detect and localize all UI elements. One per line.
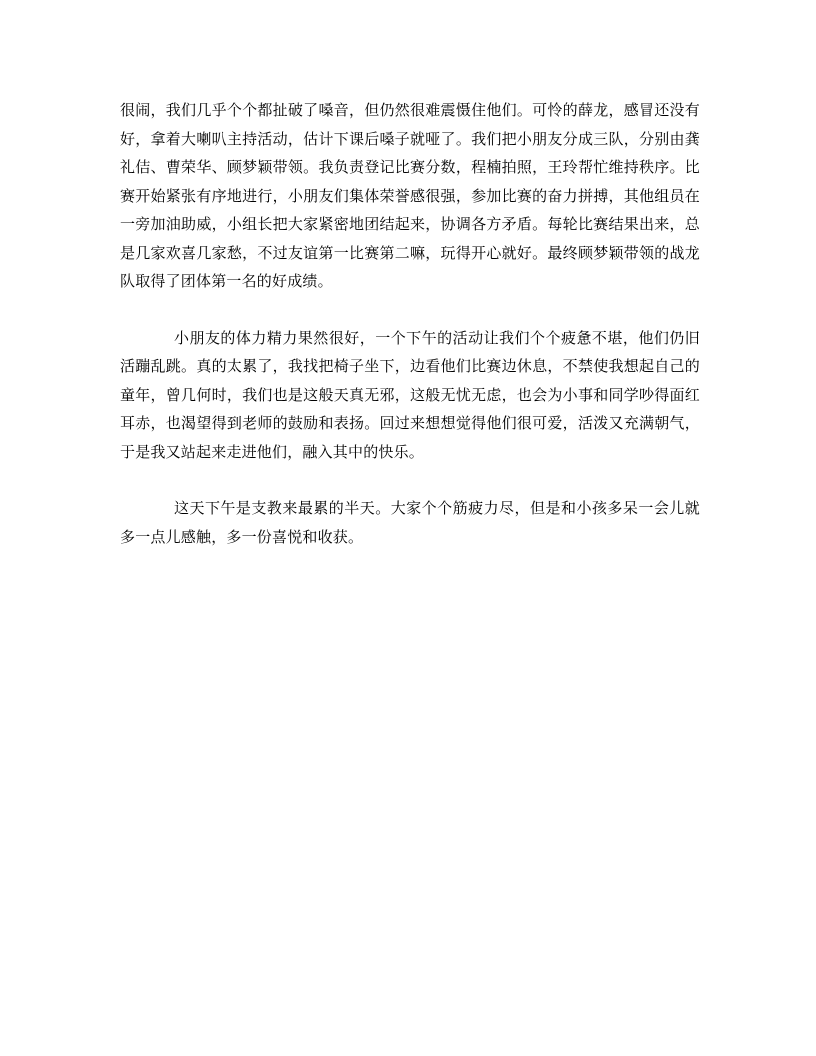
document-body: [120, 96, 700, 551]
paragraph-1: 很闹，我们几乎个个都扯破了嗓音，但仍然很难震慑住他们。可怜的薛龙，感冒还没有好，拿着大喇叭主持活动，估计下课后嗓子就哑了。我们把小朋友分成三队，分别由龚礼佶、曹荣华、顾梦颖带领。我负责登记比赛分数，程楠拍照，王玲帮忙维持秩序。比赛开始紧张有序地进行，小朋友们集体荣誉感很强，参加比赛的奋力拼搏，其他组员在一旁加油助威，小组长把大家紧密地团结起来，协调各方矛盾。每轮比赛结果出来，总是几家欢喜几家愁，不过友谊第一比赛第二嘛，玩得开心就好。最终顾梦颖带领的战龙队取得了团体第一名的好成绩。: [120, 101, 700, 290]
paragraph-3: 这天下午是支教来最累的半天。大家个个筋疲力尽，但是和小孩多呆一会儿就多一点儿感触，多一份喜悦和收获。: [120, 499, 700, 546]
paragraph-2: 小朋友的体力精力果然很好，一个下午的活动让我们个个疲惫不堪，他们仍旧活蹦乱跳。真的太累了，我找把椅子坐下，边看他们比赛边休息，不禁使我想起自己的童年，曾几何时，我们也是这般天真无邪，这般无忧无虑，也会为小事和同学吵得面红耳赤，也渴望得到老师的鼓励和表扬。回过来想想觉得他们很可爱，活泼又充满朝气，于是我又站起来走进他们，融入其中的快乐。: [120, 328, 700, 461]
